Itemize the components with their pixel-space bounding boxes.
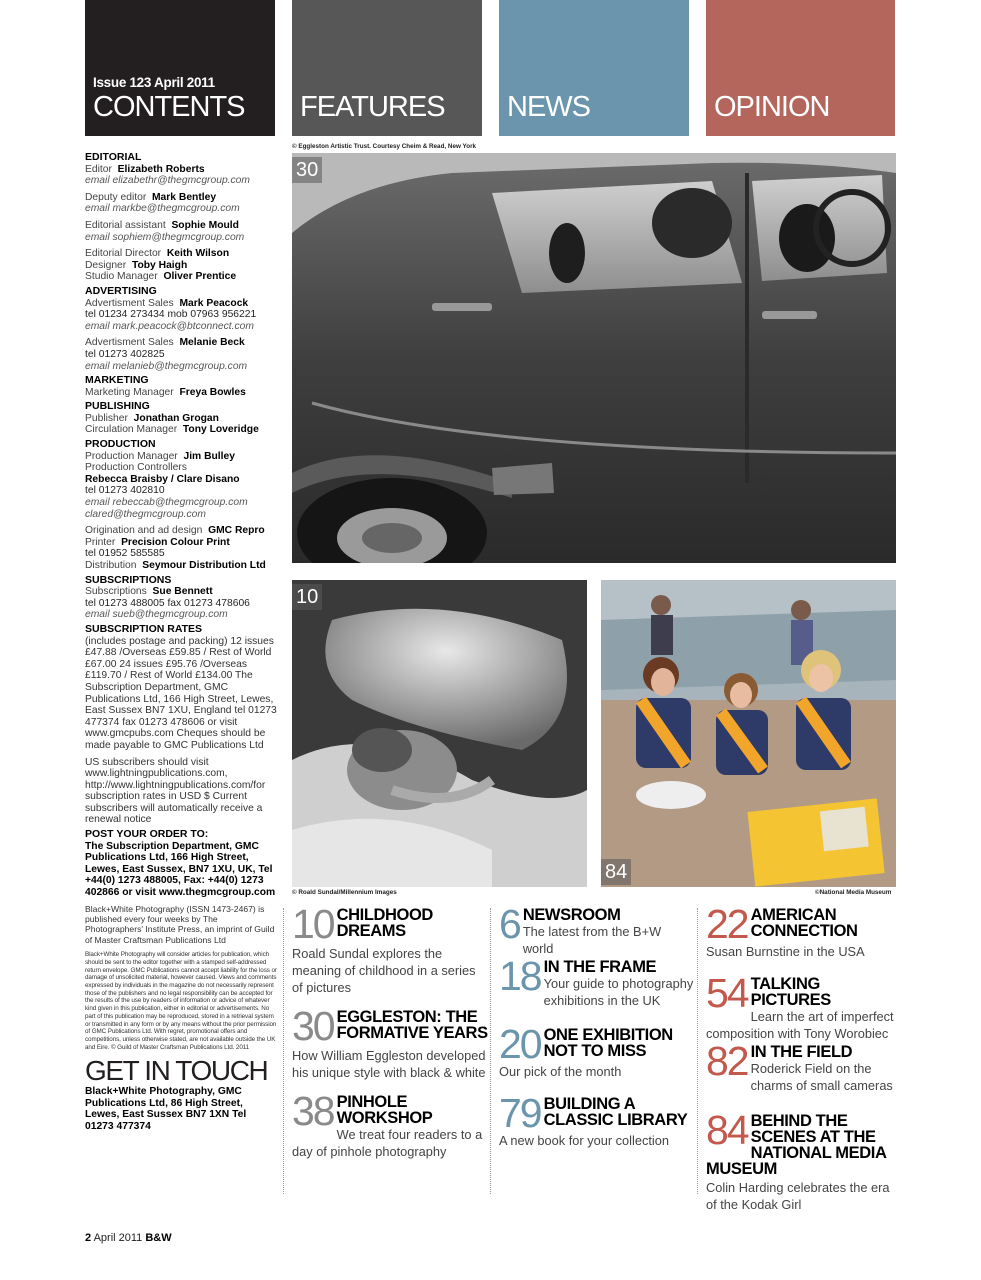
divider-1 (283, 908, 284, 1194)
right-photo-page: 84 (601, 859, 631, 885)
subs-tel: tel 01273 488005 fax 01273 478606 (85, 597, 250, 609)
feature-entry[interactable] (292, 901, 488, 996)
beach-illustration (601, 580, 896, 887)
feature-headline: EGGLESTON: THE FORMATIVE YEARS (336, 1008, 488, 1042)
right-photo-credit: ©National Media Museum (815, 889, 892, 896)
post-order-address: The Subscription Department, GMC Publications Ltd, 166 High Street, Lewes, East Sussex, BN7 1XU, UK, Tel +44(0) 1273 488005, Fax: +44(0) 1273 402866 or visit www.thegmcgroup.com (85, 840, 276, 899)
news-page-number: 18 (499, 953, 541, 999)
ad2-line: Advertisment Sales Melanie Beck (85, 337, 245, 349)
feature-headline: CHILDHOOD DREAMS (336, 906, 433, 940)
left-photo-credit: © Roald Sundal/Millennium Images (292, 889, 397, 896)
news-entry[interactable] (499, 901, 695, 957)
news-headline: NEWSROOM (522, 906, 621, 924)
marketing-line: Marketing Manager Freya Bowles (85, 386, 246, 398)
editorial-heading: EDITORIAL (85, 151, 142, 163)
prod-tel: tel 01273 402810 (85, 485, 165, 497)
opinion-page-number: 54 (706, 970, 748, 1016)
feature-page-number: 38 (292, 1088, 334, 1134)
feature-entry[interactable] (292, 1088, 488, 1160)
opinion-entry[interactable] (706, 1107, 900, 1213)
opinion-headline: TALKING PICTURES (750, 975, 831, 1009)
issue-label: Issue 123 April 2011 (93, 75, 215, 90)
car-photo (292, 153, 896, 563)
circulation-line: Circulation Manager Tony Loveridge (85, 424, 259, 436)
opinion-page-number: 82 (706, 1038, 748, 1084)
opinion-entry[interactable] (706, 1038, 902, 1094)
printer-tel: tel 01952 585585 (85, 548, 165, 560)
divider-2 (490, 908, 491, 1194)
news-dek: Our pick of the month (499, 1064, 622, 1079)
opinion-page-number: 22 (706, 901, 748, 947)
deputy-email: email markbe@thegmcgroup.com (85, 203, 240, 215)
opinion-page-number: 84 (706, 1107, 748, 1153)
fine-print: Black+White Photography will consider articles for publication, which should be sent to the editor together with a stamped self-addressed return envelope. GMC Publications cannot accept liability for the loss or damage of unsolicited material, however caused. Views and comments expressed by individuals in the magazine do not necessarily represent those of the publishers and no legal responsibility can be accepted for the results of the use by readers of information or advice of whatever kind given in this publication, either in editorial or advertisements. No part of this publication may be reproduced, stored in a retrieval system or transmitted in any form or by any means without the prior permission of GMC Publications Ltd. With regret, promotional offers and competitions, unless otherwise stated, are not available outside the UK and Eire. © Guild of Master Craftsman Publications Ltd. 2011 (85, 951, 277, 1051)
issn-text: Black+White Photography (ISSN 1473-2467) is published every four weeks by The Photographers' Institute Press, an imprint of Guild of Master Craftsman Publications Ltd (85, 903, 275, 945)
director-line: Editorial Director Keith Wilson (85, 248, 230, 260)
feature-page-number: 30 (292, 1003, 334, 1049)
publishing-heading: PUBLISHING (85, 400, 150, 413)
opinion-dek: Colin Harding celebrates the era of the Kodak Girl (706, 1180, 890, 1212)
opinion-dek: Roderick Field on the charms of small cameras (750, 1061, 893, 1093)
opinion-entry[interactable] (706, 970, 902, 1042)
opinion-dek: Learn the art of imperfect composition with Tony Worobiec (706, 1009, 894, 1041)
masthead-column (85, 152, 277, 1132)
news-dek: A new book for your collection (499, 1133, 670, 1148)
assistant-email: email sophiem@thegmcgroup.com (85, 231, 245, 243)
contact-address: Black+White Photography, GMC Publications Ltd, 86 High Street, Lewes, East Sussex BN7 1XN Tel 01273 477374 (85, 1086, 247, 1132)
car-illustration (292, 153, 896, 563)
feature-page-number: 10 (292, 901, 334, 947)
editor-email: email elizabethr@thegmcgroup.com (85, 175, 250, 187)
kodak-girls-photo (601, 580, 896, 887)
subs-email: email sueb@thegmcgroup.com (85, 609, 228, 621)
main-photo-page: 30 (292, 157, 322, 183)
ad2-tel: tel 01273 402825 (85, 348, 165, 360)
advertising-heading: ADVERTISING (85, 284, 157, 297)
features-title: FEATURES (300, 91, 445, 123)
childhood-photo (292, 580, 587, 887)
feature-dek: How William Eggleston developed his unique style with black & white (292, 1048, 486, 1080)
news-dek: The latest from the B+W world (522, 924, 662, 956)
news-headline: BUILDING A CLASSIC LIBRARY (543, 1095, 688, 1129)
opinion-title: OPINION (714, 91, 830, 123)
marketing-heading: MARKETING (85, 374, 149, 387)
assistant-line: Editorial assistant Sophie Mould (85, 219, 239, 231)
rates-heading: SUBSCRIPTION RATES (85, 622, 203, 635)
opinion-headline: AMERICAN CONNECTION (750, 906, 858, 940)
contents-header (85, 0, 275, 136)
editor-line: Editor Elizabeth Roberts (85, 163, 205, 175)
features-header (292, 0, 482, 136)
news-headline: IN THE FRAME (543, 958, 657, 976)
news-entry[interactable] (499, 953, 695, 1009)
news-header (499, 0, 689, 136)
prod-email-1: email rebeccab@thegmcgroup.com (85, 497, 248, 509)
news-entry[interactable] (499, 1021, 695, 1080)
folio-date: April 2011 (93, 1232, 143, 1244)
prodctrl-line: Production Controllers (85, 462, 187, 474)
prodmgr-line: Production Manager Jim Bulley (85, 450, 235, 462)
ad1-tel: tel 01234 273434 mob 07963 956221 (85, 309, 257, 321)
studio-line: Studio Manager Oliver Prentice (85, 271, 237, 283)
feature-dek: We treat four readers to a day of pinhole photography (292, 1127, 483, 1159)
feature-headline: PINHOLE WORKSHOP (336, 1093, 433, 1127)
news-entry[interactable] (499, 1090, 695, 1149)
contents-title: CONTENTS (93, 91, 245, 123)
page-folio (85, 1232, 172, 1244)
ad2-email: email melanieb@thegmcgroup.com (85, 360, 248, 372)
feature-entry[interactable] (292, 1003, 488, 1081)
folio-magazine: B&W (145, 1232, 172, 1244)
opinion-dek: Susan Burnstine in the USA (706, 944, 865, 959)
deputy-line: Deputy editor Mark Bentley (85, 191, 217, 203)
printer-line: Printer Precision Colour Print (85, 536, 230, 548)
ad1-email: email mark.peacock@btconnect.com (85, 320, 254, 332)
prod-email-2: clared@thegmcgroup.com (85, 508, 206, 520)
news-page-number: 6 (499, 901, 520, 947)
news-headline: ONE EXHIBITION NOT TO MISS (543, 1026, 673, 1060)
main-photo-credit: © Eggleston Artistic Trust. Courtesy Cheim & Read, New York (292, 143, 477, 150)
production-heading: PRODUCTION (85, 438, 156, 451)
publisher-line: Publisher Jonathan Grogan (85, 412, 219, 424)
feature-dek: Roald Sundal explores the meaning of childhood in a series of pictures (292, 946, 476, 995)
news-page-number: 79 (499, 1090, 541, 1136)
divider-3 (697, 908, 698, 1194)
opinion-headline: BEHIND THE SCENES AT THE NATIONAL MEDIA MUSEUM (706, 1112, 886, 1178)
sleeping-child-illustration (292, 580, 587, 887)
folio-page-number: 2 (85, 1232, 92, 1244)
post-order-heading: POST YOUR ORDER TO: (85, 828, 209, 841)
distribution-line: Distribution Seymour Distribution Ltd (85, 560, 266, 571)
news-page-number: 20 (499, 1021, 541, 1067)
opinion-entry[interactable] (706, 901, 902, 960)
ad1-line: Advertisment Sales Mark Peacock (85, 297, 249, 309)
opinion-header (706, 0, 895, 136)
opinion-headline: IN THE FIELD (750, 1043, 853, 1061)
left-photo-page: 10 (292, 584, 322, 610)
subs-line: Subscriptions Sue Bennett (85, 586, 213, 598)
subscriptions-heading: SUBSCRIPTIONS (85, 573, 172, 586)
designer-line: Designer Toby Haigh (85, 259, 188, 271)
rates-text: (includes postage and packing) 12 issues £47.88 /Overseas £59.85 / Rest of World £67.00 24 issues £95.76 /Overseas £119.70 / Rest of World £134.00 The Subscription Department, GMC Publications Ltd, 166 High Street, Lewes, East Sussex BN7 1XU, England tel 01273 477374 fax 01273 478606 or visit www.gmcpubs.com Cheques should be made payable to GMC Publications Ltd (85, 635, 277, 751)
news-dek: Your guide to photography exhibitions in the UK (543, 976, 694, 1008)
news-title: NEWS (507, 91, 590, 123)
prodctrl-names: Rebecca Braisby / Clare Disano (85, 473, 240, 485)
get-in-touch-heading: GET IN TOUCH (85, 1055, 268, 1087)
us-subscribers-text: US subscribers should visit www.lightningpublications.com, http://www.lightningpublications.com/for subscription rates in USD $ Current subscribers will automatically receive a renewal notice (85, 756, 266, 826)
origination-line: Origination and ad design GMC Repro (85, 525, 265, 537)
